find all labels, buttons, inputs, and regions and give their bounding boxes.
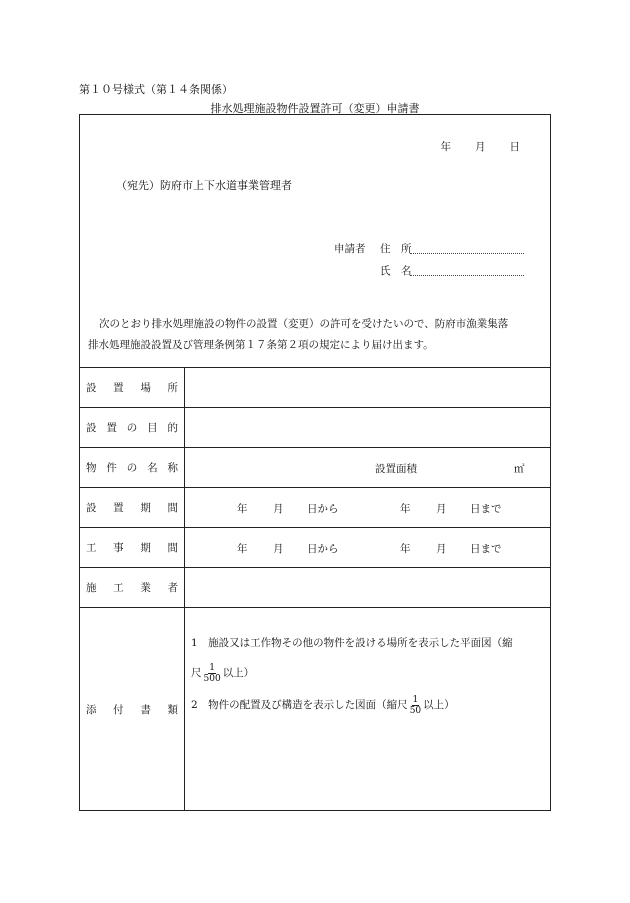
date-month-label: 月 [475, 141, 486, 153]
row-work-period [80, 527, 550, 567]
label-location: 設 置 場 所 [80, 368, 185, 407]
form-title: 排水処理施設物件設置許可（変更）申請書 [210, 102, 420, 115]
scale-fraction-50: $\frac{1}{50}$ [409, 694, 422, 716]
attachment-item-1: 1 施設又は工作物その他の物件を設ける場所を表示した平面図（縮 [191, 637, 513, 649]
install-from-day: 日から [307, 503, 339, 515]
label-contractor: 施 工 業 者 [80, 568, 185, 607]
attachment-item-1-cont: 尺 $\frac{1}{500}$ 以上） [191, 662, 255, 684]
contractor-field[interactable] [185, 568, 550, 607]
work-to-month: 月 [436, 543, 447, 555]
install-from-year: 年 [237, 503, 248, 515]
label-attachments: 添 付 書 類 [80, 608, 185, 810]
work-to-year: 年 [400, 543, 411, 555]
object-name-field[interactable] [185, 448, 550, 487]
application-form [79, 114, 551, 811]
row-contractor [80, 567, 550, 607]
work-period-field[interactable] [185, 528, 550, 567]
date-day-label: 日 [509, 141, 520, 153]
label-object-name: 物 件 の 名 称 [80, 448, 185, 487]
applicant-block [334, 236, 524, 280]
applicant-label: 申請者 [334, 243, 366, 255]
scale-fraction-500: $\frac{1}{500}$ [203, 662, 221, 684]
label-install-period: 設 置 期 間 [80, 488, 185, 527]
addressee: （宛先）防府市上下水道事業管理者 [116, 179, 292, 192]
address-field[interactable] [410, 241, 524, 254]
install-period-field[interactable] [185, 488, 550, 527]
label-work-period: 工 事 期 間 [80, 528, 185, 567]
address-label: 住 所 [380, 243, 412, 255]
work-to-day: 日まで [470, 543, 502, 555]
date-year-label: 年 [440, 141, 451, 153]
area-label: 設置面積 [375, 463, 417, 475]
install-from-month: 月 [273, 503, 284, 515]
work-from-month: 月 [273, 543, 284, 555]
install-to-month: 月 [436, 503, 447, 515]
area-unit: ㎡ [514, 463, 525, 475]
label-purpose: 設 置 の 目 的 [80, 408, 185, 447]
attachments-list [191, 632, 547, 716]
statement-line-1: 次のとおり排水処理施設の物件の設置（変更）の許可を受けたいので、防府市漁業集落 [99, 318, 509, 330]
statement [88, 314, 548, 356]
name-label: 氏 名 [380, 265, 412, 277]
form-number: 第１０号様式（第１４条関係） [79, 83, 233, 96]
statement-line-2: 排水処理施設設置及び管理条例第１７条第２項の規定により届け出ます。 [88, 339, 434, 351]
row-purpose [80, 407, 550, 447]
row-install-period [80, 487, 550, 527]
attachments-content [185, 608, 550, 810]
row-attachments [80, 607, 550, 810]
work-from-day: 日から [307, 543, 339, 555]
name-field[interactable] [410, 263, 524, 276]
work-from-year: 年 [237, 543, 248, 555]
install-to-year: 年 [400, 503, 411, 515]
location-field[interactable] [185, 368, 550, 407]
row-object-name [80, 447, 550, 487]
row-location [80, 367, 550, 407]
install-to-day: 日まで [470, 503, 502, 515]
purpose-field[interactable] [185, 408, 550, 447]
date-line [441, 139, 521, 154]
attachment-item-2: 2 物件の配置及び構造を表示した図面（縮尺 $\frac{1}{50}$ 以上） [191, 694, 455, 716]
